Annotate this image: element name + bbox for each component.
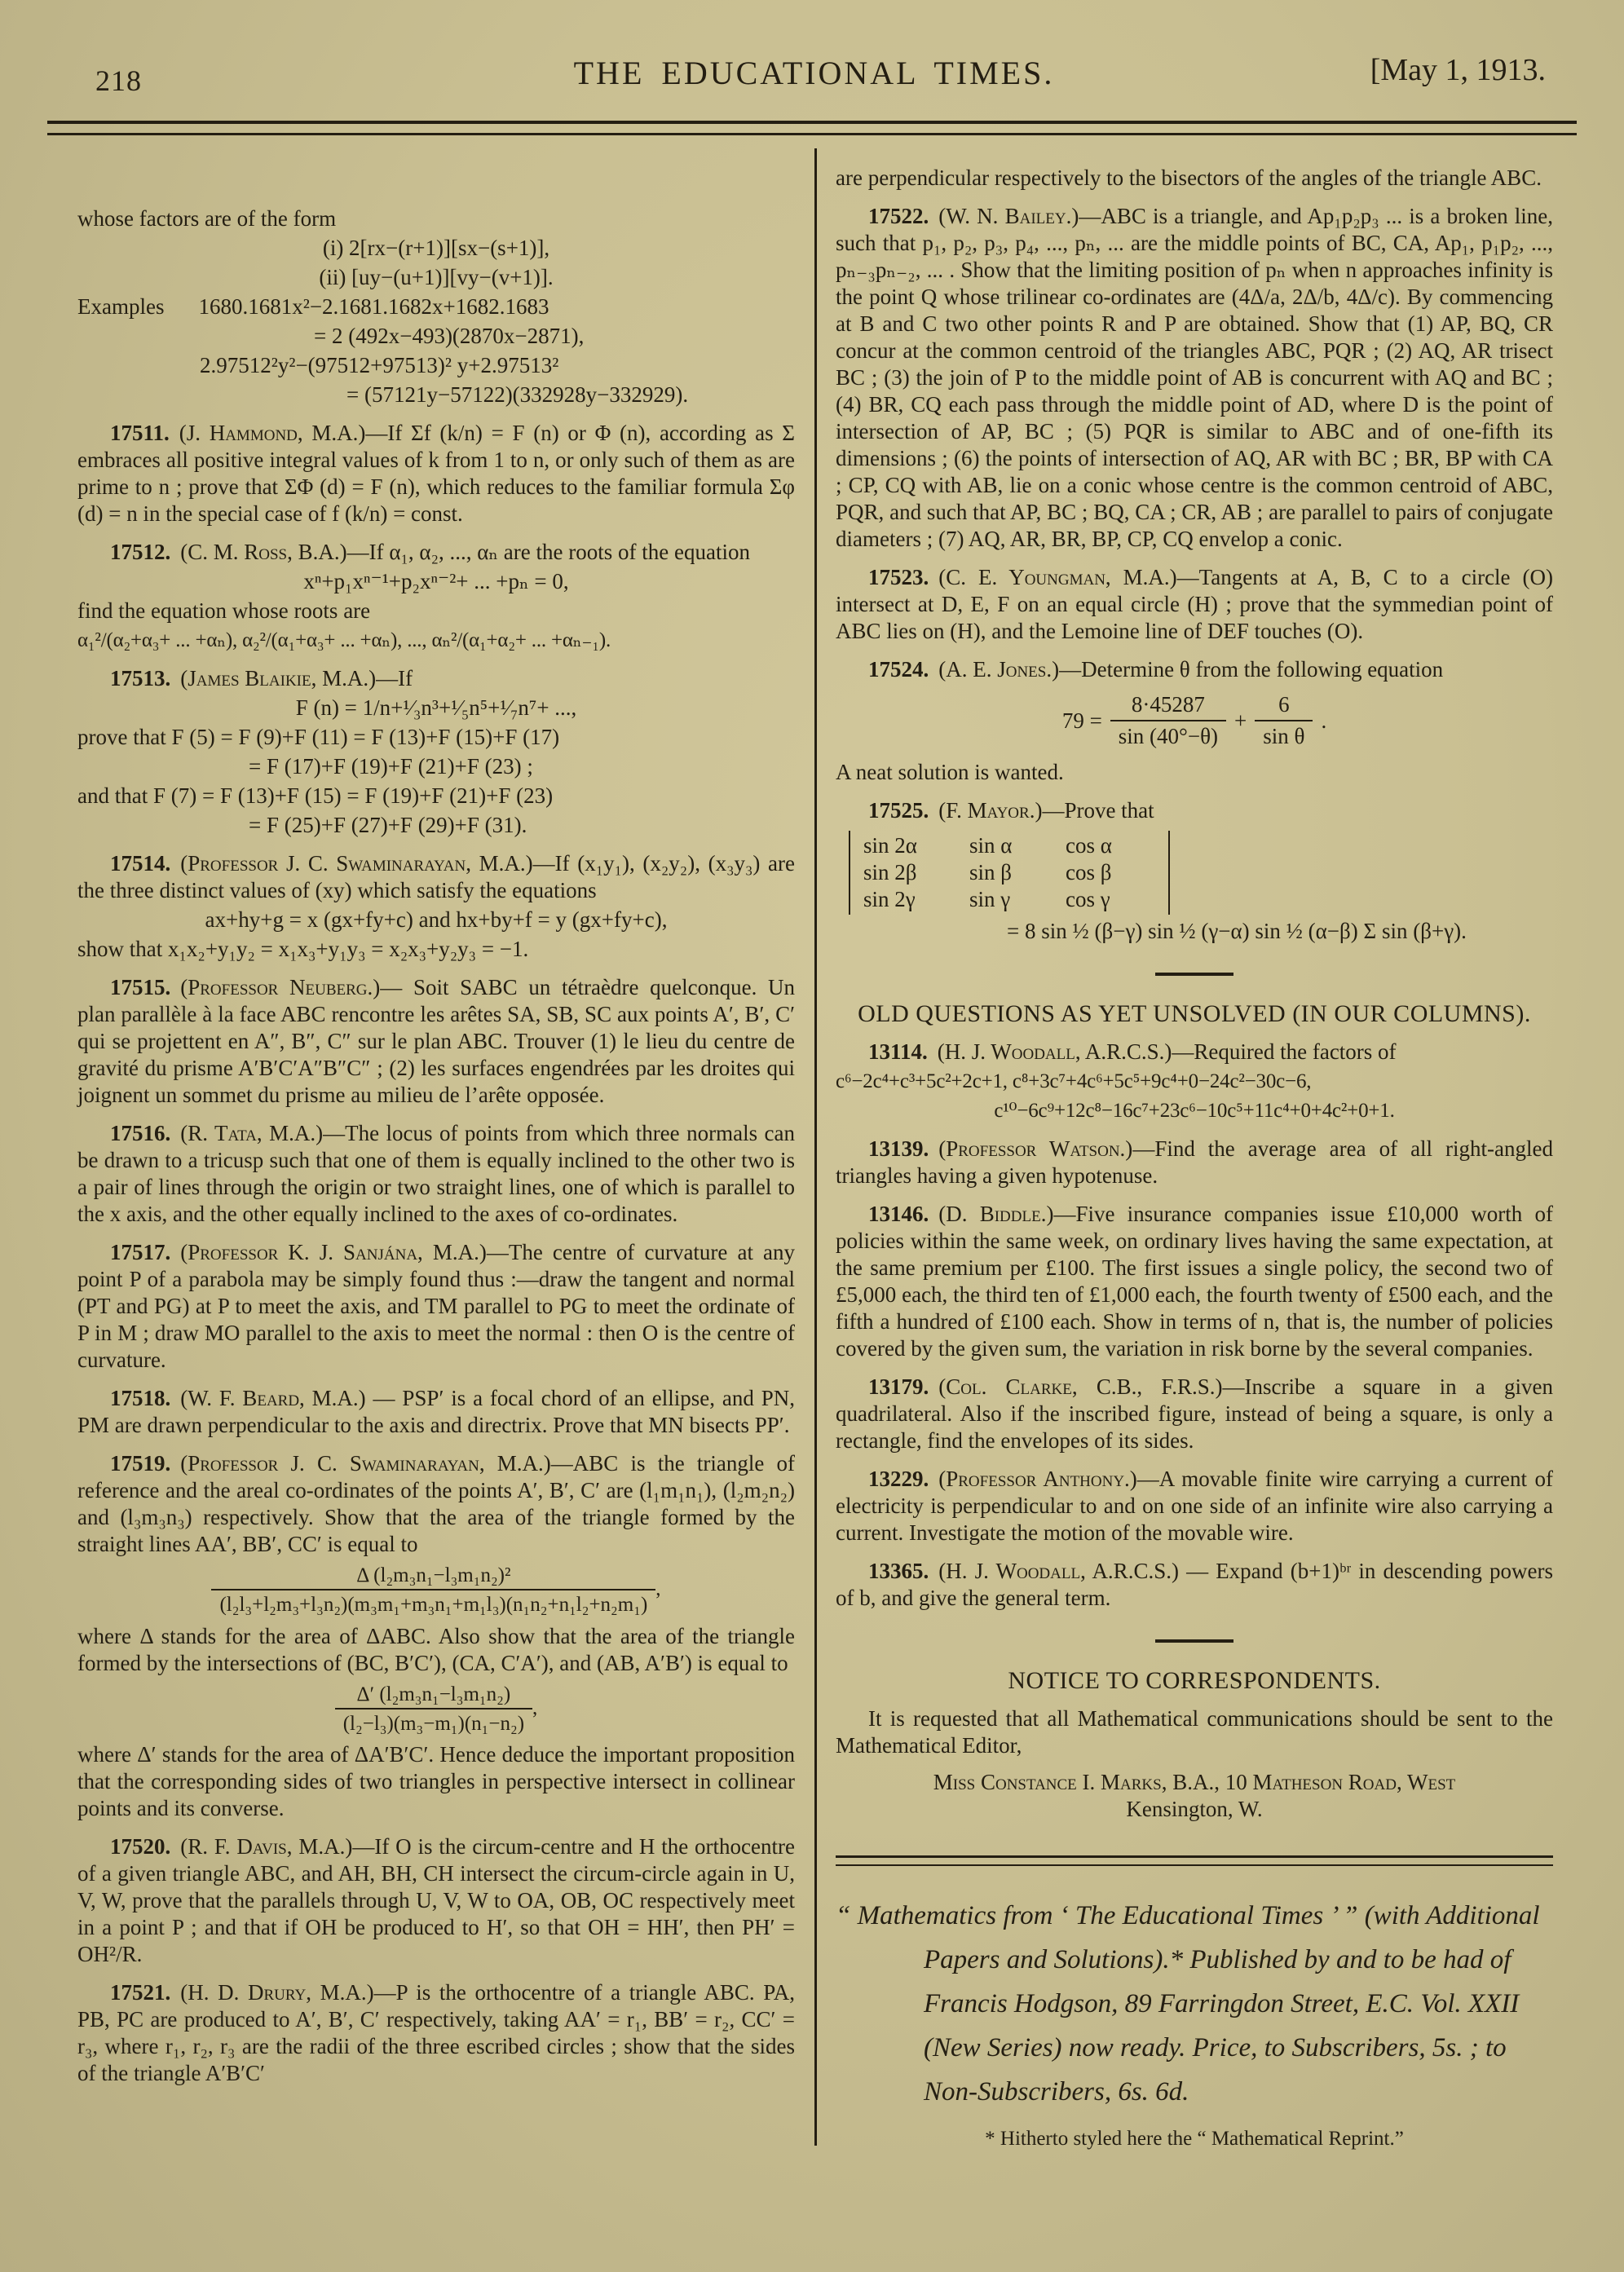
fraction-numerator: Δ′ (l₂m₃n₁−l₃m₁n₂) (335, 1682, 532, 1710)
problem-17513-line2: = F (17)+F (19)+F (21)+F (23) ; (249, 754, 533, 779)
problem-author: (H. D. Drury, M.A.) (180, 1980, 374, 2005)
problem-13114-factors-2: c¹⁰−6c⁹+12c⁸−16c⁷+23c⁶−10c⁵+11c⁴+0+4c²+0+1. (994, 1099, 1395, 1122)
notice-body: It is requested that all Mathematical communications should be sent to the Mathematical Editor, (836, 1705, 1553, 1758)
determinant-cell: sin α (969, 832, 1013, 858)
problem-number: 13179. (868, 1374, 929, 1399)
determinant-cell: cos γ (1066, 886, 1110, 911)
problem-17513-line4: = F (25)+F (27)+F (29)+F (31). (249, 813, 527, 837)
problem-13365 (836, 1558, 1553, 1612)
problem-number: 17515. (110, 975, 171, 999)
fraction (211, 1563, 655, 1618)
problem-17518 (77, 1385, 795, 1439)
problem-17512 (77, 539, 795, 566)
examples-formula-1b: = 2 (492x−493)(2870x−2871), (314, 324, 585, 348)
problem-text: —Prove that (1042, 797, 1154, 823)
problem-text: — Expand (b+1)ᵇʳ in descending powers of b, and give the general term. (836, 1558, 1553, 1610)
notice-heading: NOTICE TO CORRESPONDENTS. (1008, 1666, 1381, 1694)
fraction (1110, 691, 1226, 751)
problem-author: (H. J. Woodall, A.R.C.S.) (938, 1558, 1179, 1583)
problem-author: (C. E. Youngman, M.A.) (938, 565, 1177, 589)
right-column (836, 148, 1553, 2152)
problem-text: —Inscribe a square in a given quadrilateral. Also if the inscribed figure, instead of being a square, is only a rectangle, find the envelopes of its sides. (836, 1374, 1553, 1453)
problem-number: 17518. (110, 1386, 171, 1410)
problem-17525 (836, 797, 1553, 824)
problem-number: 17521. (110, 1980, 171, 2005)
problem-17519-text2: where Δ stands for the area of ΔABC. Also show that the area of the triangle formed by the intersections of (BC, B′C′), (CA, C′A′), and (AB, A′B′) is equal to (77, 1623, 795, 1675)
problem-17524-text2: A neat solution is wanted. (836, 759, 1064, 784)
problem-text: —ABC is a triangle, and Ap₁p₂p₃ ... is a broken line, such that p₁, p₂, p₃, p₄, ..., pₙ, ... are the middle points of BC, CA, Ap₁, p₁p₂, ..., pₙ₋₃pₙ₋₂, ... . Show that the limiting position of pₙ when n approaches infinity is the point Q whose trilinear co-ordinates are (4Δ/a, 2Δ/b, 4Δ/c). By commencing at B and C two other points R and P are obtained. Show that (1) AP, BQ, CR concur at the common centroid of the triangles ABC, PQR ; (2) AQ, AR trisect BC ; (3) the join of P to the middle point of AB is concurrent with AQ and BC ; (4) BR, CQ each pass through the middle point of AD, where D is the point of intersection of AP, BC ; (5) PQR is similar to ABC and of one-fifth its dimensions ; (6) the points of intersection of AQ, AR with BC ; BR, BP with CA ; CP, CQ with AB, lie on a conic whose centre is the common centroid of ABC, PQR, and such that AP, BC ; BQ, CA ; CR, AB ; are parallel to pairs of conjugate diameters ; (7) AQ, AR, BR, BP, CP, CQ envelop a conic. (836, 204, 1553, 551)
determinant-row (863, 886, 1155, 913)
reprint-advertisement: “ Mathematics from ‘ The Educational Times ’ ” (with Additional Papers and Solutions).* Published by and to be had of Francis Hodgson, 89 Farringdon Street, E.C. Vol. XXII (New Series) now ready. Price, to Subscribers, 5s. ; to Non-Subscribers, 6s. 6d. (836, 1900, 1540, 2107)
problem-17513-series: F (n) = 1/n+¹⁄₃n³+¹⁄₅n⁵+¹⁄₇n⁷+ ..., (295, 695, 577, 720)
problem-17512-roots: α₁²/(α₂+α₃+ ... +αₙ), α₂²/(α₁+α₃+ ... +αₙ), ..., αₙ²/(α₁+α₂+ ... +αₙ₋₁). (77, 629, 611, 651)
problem-17521-continuation: are perpendicular respectively to the bisectors of the angles of the triangle ABC. (836, 165, 1542, 190)
two-column-body (77, 148, 1553, 2152)
page-number: 218 (95, 64, 142, 97)
problem-author: (Professor Watson.) (938, 1136, 1133, 1161)
problem-13114-factors-1: c⁶−2c⁴+c³+5c²+2c+1, c⁸+3c⁷+4c⁶+5c⁵+9c⁴+0−24c²−30c−6, (836, 1070, 1312, 1092)
problem-number: 17512. (110, 540, 171, 564)
problem-17513 (77, 665, 795, 692)
page-title: THE EDUCATIONAL TIMES. (573, 55, 1055, 91)
problem-author: (R. Tata, M.A.) (180, 1121, 324, 1145)
intro-eq-i: (i) 2[rx−(r+1)][sx−(s+1)], (322, 236, 550, 260)
problem-number: 13229. (868, 1466, 929, 1491)
fraction-numerator: 6 (1255, 691, 1313, 721)
problem-17519 (77, 1450, 795, 1558)
fraction (335, 1682, 532, 1737)
fraction-tail: , (655, 1577, 661, 1600)
problem-author: (F. Mayor.) (938, 797, 1043, 823)
problem-number: 17525. (868, 797, 929, 823)
problem-17519-text3: where Δ′ stands for the area of ΔA′B′C′. Hence deduce the important proposition that the corresponding sides of two triangles in perspective intersect in collinear points and its converse. (77, 1742, 795, 1820)
intro-eq-ii: (ii) [uy−(u+1)][vy−(v+1)]. (319, 265, 554, 289)
problem-number: 17522. (868, 204, 929, 228)
problem-13179 (836, 1374, 1553, 1454)
problem-number: 13139. (868, 1136, 929, 1161)
editor-address-line-1: Miss Constance I. Marks, B.A., 10 Matheson Road, West (933, 1769, 1456, 1794)
problem-17519-fraction-1 (77, 1563, 795, 1618)
determinant-cell: cos β (1066, 859, 1112, 885)
problem-author: (Professor Neuberg.) (180, 975, 381, 999)
problem-text: — Soit SABC un tétraèdre quelconque. Un plan parallèle à la face ABC rencontre les arêtes SA, SB, SC aux points A′, B′, C′ qui se projettent en A″, B″, C″ sur le plan ABC. Trouver (1) le lieu du centre de gravité du prisme A′B′C′A″B″C″ ; (2) les surfaces engendrées par les droites qui joignent un sommet du prisme au milieu de l’arête opposée. (77, 975, 795, 1107)
determinant-cell: sin 2γ (863, 886, 916, 911)
advert-footnote: * Hitherto styled here the “ Mathematical Reprint.” (985, 2127, 1404, 2150)
problem-number: 17511. (110, 421, 170, 445)
fraction-tail: , (532, 1696, 538, 1718)
fraction-denominator: sin (40°−θ) (1118, 723, 1218, 748)
equation-tail: . (1321, 708, 1327, 733)
problem-author: (James Blaikie, M.A.) (180, 666, 377, 690)
problem-17514-equation: ax+hy+g = x (gx+fy+c) and hx+by+f = y (gx+fy+c), (205, 907, 668, 932)
section-rule (1155, 973, 1233, 976)
problem-author: (J. Hammond, M.A.) (179, 421, 366, 445)
determinant-row (863, 859, 1155, 886)
problem-text: — PSP′ is a focal chord of an ellipse, and PN, PM are drawn perpendicular to the axis and directrix. Prove that MN bisects PP′. (77, 1386, 795, 1437)
problem-17514 (77, 850, 795, 904)
page-header (77, 46, 1551, 103)
problem-number: 17523. (868, 565, 929, 589)
problem-text: —Required the factors of (1172, 1039, 1397, 1064)
intro-lead: whose factors are of the form (77, 206, 337, 231)
problem-author: (Professor K. J. Sanjána, M.A.) (180, 1240, 487, 1264)
advert-separator-rule (836, 1855, 1553, 1866)
determinant-cell: sin β (969, 859, 1012, 885)
unsolved-section-heading: OLD QUESTIONS AS YET UNSOLVED (IN OUR COLUMNS). (858, 999, 1531, 1027)
problem-author: (R. F. Davis, M.A.) (180, 1834, 353, 1859)
fraction-denominator: sin θ (1263, 723, 1305, 748)
problem-17513-line3: and that F (7) = F (13)+F (15) = F (19)+F (21)+F (23) (77, 783, 554, 808)
section-rule (1155, 1639, 1233, 1643)
problem-text: —Tangents at A, B, C to a circle (O) intersect at D, E, F on an equal circle (H) ; prove that the symmedian point of ABC lies on (H), and the Lemoine line of DEF touches (O). (836, 565, 1553, 643)
column-divider-rule (814, 148, 817, 2146)
problem-text: —The centre of curvature at any point P of a parabola may be simply found thus :—draw the tangent and normal (PT and PG) at P to meet the axis, and TM parallel to PG to meet the ordinate of P in M ; draw MO parallel to the axis to meet the normal : then O is the centre of curvature. (77, 1240, 795, 1372)
problem-17517 (77, 1239, 795, 1374)
equation-lhs: 79 = (1061, 708, 1102, 733)
problem-number: 17520. (110, 1834, 171, 1859)
problem-text: —ABC is the triangle of reference and the areal co-ordinates of the points A′, B′, C′ are (l₁m₁n₁), (l₂m₂n₂) and (l₃m₃n₃) respectively. Show that the area of the triangle formed by the straight lines AA′, BB′, CC′ is equal to (77, 1451, 795, 1556)
problem-text: —Find the average area of all right-angled triangles having a given hypotenuse. (836, 1136, 1553, 1188)
problem-author: (Professor Anthony.) (938, 1466, 1137, 1491)
determinant-cell: sin 2β (863, 859, 917, 885)
fraction-denominator: (l₂−l₃)(m₃−m₁)(n₁−n₂) (342, 1712, 525, 1735)
problem-number: 13114. (868, 1039, 928, 1064)
problem-17523 (836, 564, 1553, 645)
page-date: [May 1, 1913. (1370, 53, 1546, 87)
problem-17519-fraction-2 (77, 1682, 795, 1737)
problem-author: (W. N. Bailey.) (938, 204, 1079, 228)
problem-text: —If O is the circum-centre and H the orthocentre of a given triangle ABC, and AH, BH, CH intersect the circum-circle again in U, V, W, prove that the parallels through U, V, W to OA, OB, OC respectively meet in a point P ; and that if OH be produced to H′, so that OH = HH′, then PH′ = OH²/R. (77, 1834, 795, 1966)
problem-author: (Col. Clarke, C.B., F.R.S.) (938, 1374, 1223, 1399)
problem-text: —P is the orthocentre of a triangle ABC. PA, PB, PC are produced to A′, B′, C′ respectively, taking AA′ = r₁, BB′ = r₂, CC′ = r₃, where r₁, r₂, r₃ are the radii of the three escribed circles ; show that the sides of the triangle A′B′C′ (77, 1980, 795, 2085)
problem-author: (A. E. Jones.) (938, 657, 1060, 682)
problem-17521 (77, 1979, 795, 2087)
problem-number: 17519. (110, 1451, 171, 1476)
examples-formula-2: 2.97512²y²−(97512+97513)² y+2.97513² (200, 353, 559, 377)
problem-17520 (77, 1833, 795, 1968)
problem-17514-text2: show that x₁x₂+y₁y₂ = x₁x₃+y₁y₃ = x₂x₃+y₂y₃ = −1. (77, 937, 529, 961)
problem-13139 (836, 1136, 1553, 1189)
examples-formula-1: 1680.1681x²−2.1681.1682x+1682.1683 (198, 294, 549, 319)
problem-number: 17514. (110, 851, 171, 876)
problem-number: 17516. (110, 1121, 171, 1145)
problem-17515 (77, 974, 795, 1109)
determinant-cell: cos α (1066, 832, 1112, 858)
examples-label: Examples (77, 294, 165, 319)
fraction-denominator: (l₂l₃+l₂m₃+l₃n₂)(m₃m₁+m₃n₁+m₁l₃)(n₁n₂+n₁l₂+n₂m₁) (219, 1594, 648, 1617)
problem-number: 17513. (110, 666, 171, 690)
determinant-cell: sin 2α (863, 832, 917, 858)
problem-text: —Five insurance companies issue £10,000 worth of policies within the same week, on ordinary lives having the same expectation, at the same premium per £100. The first issues a single policy, the second two of £5,000 each, the third ten of £1,000 each, the fourth twenty of £500 each, and the fifth a hundred of £100 each. Show in terms of n, that is, the number of policies covered by the given sum, the variation in risk borne by the several companies. (836, 1201, 1553, 1361)
problem-13114 (836, 1039, 1553, 1065)
determinant-cell: sin γ (969, 886, 1011, 911)
editor-address-line-2: Kensington, W. (1126, 1796, 1263, 1821)
problem-author: (Professor J. C. Swaminarayan, M.A.) (180, 1451, 551, 1476)
problem-text: —Determine θ from the following equation (1059, 657, 1444, 682)
examples-formula-2b: = (57121y−57122)(332928y−332929). (346, 382, 689, 407)
header-rule (47, 121, 1577, 135)
problem-number: 17524. (868, 657, 929, 682)
problem-text: —If (376, 666, 413, 690)
problem-author: (H. J. Woodall, A.R.C.S.) (937, 1039, 1172, 1064)
problem-13146 (836, 1201, 1553, 1362)
problem-author: (W. F. Beard, M.A.) (180, 1386, 366, 1410)
problem-text: —If Σf (k/n) = F (n) or Φ (n), according as Σ embraces all positive integral values of k from 1 to n, or only such of them as are prime to n ; prove that ΣΦ (d) = F (n), which reduces to the familiar formula Σφ (d) = n in the special case of f (k/n) = const. (77, 421, 795, 526)
problem-author: (Professor J. C. Swaminarayan, M.A.) (180, 851, 533, 876)
problem-17513-line1: prove that F (5) = F (9)+F (11) = F (13)+F (15)+F (17) (77, 725, 560, 749)
problem-text: —If α₁, α₂, ..., αₙ are the roots of the equation (346, 540, 750, 564)
problem-text: —If (x₁y₁), (x₂y₂), (x₃y₃) are the three distinct values of (xy) which satisfy the equations (77, 851, 795, 902)
problem-13229 (836, 1466, 1553, 1546)
problem-17525-determinant (849, 831, 1553, 915)
problem-17524-equation (836, 691, 1553, 751)
determinant-row (863, 832, 1155, 859)
problem-number: 13146. (868, 1201, 929, 1226)
fraction-numerator: 8·45287 (1110, 691, 1226, 721)
problem-17522 (836, 203, 1553, 553)
problem-text: —The locus of points from which three normals can be drawn to a tricusp such that one of them is equally inclined to the other two is a pair of lines through the origin or two straight lines, one of which is parallel to the x axis, and the other equally inclined to the axes of co-ordinates. (77, 1121, 795, 1226)
problem-17512-equation: xⁿ+p₁xⁿ⁻¹+p₂xⁿ⁻²+ ... +pₙ = 0, (303, 569, 569, 593)
problem-17512-text2: find the equation whose roots are (77, 598, 371, 623)
problem-17524 (836, 656, 1553, 683)
problem-number: 17517. (110, 1240, 171, 1264)
problem-text: —A movable finite wire carrying a current of electricity is perpendicular to and on one side of an infinite wire also carrying a current. Investigate the motion of the movable wire. (836, 1466, 1553, 1545)
left-column (77, 148, 795, 2152)
problem-number: 13365. (868, 1558, 929, 1583)
problem-17511 (77, 420, 795, 527)
fraction (1255, 691, 1313, 751)
problem-author: (C. M. Ross, B.A.) (180, 540, 347, 564)
determinant-matrix (849, 831, 1170, 915)
problem-17516 (77, 1120, 795, 1228)
intro-examples-row (77, 293, 795, 320)
plus-sign: + (1234, 708, 1247, 733)
problem-author: (D. Biddle.) (938, 1201, 1054, 1226)
problem-17525-result: = 8 sin ½ (β−γ) sin ½ (γ−α) sin ½ (α−β) Σ sin (β+γ). (1007, 918, 1467, 943)
fraction-numerator: Δ (l₂m₃n₁−l₃m₁n₂)² (211, 1563, 655, 1590)
